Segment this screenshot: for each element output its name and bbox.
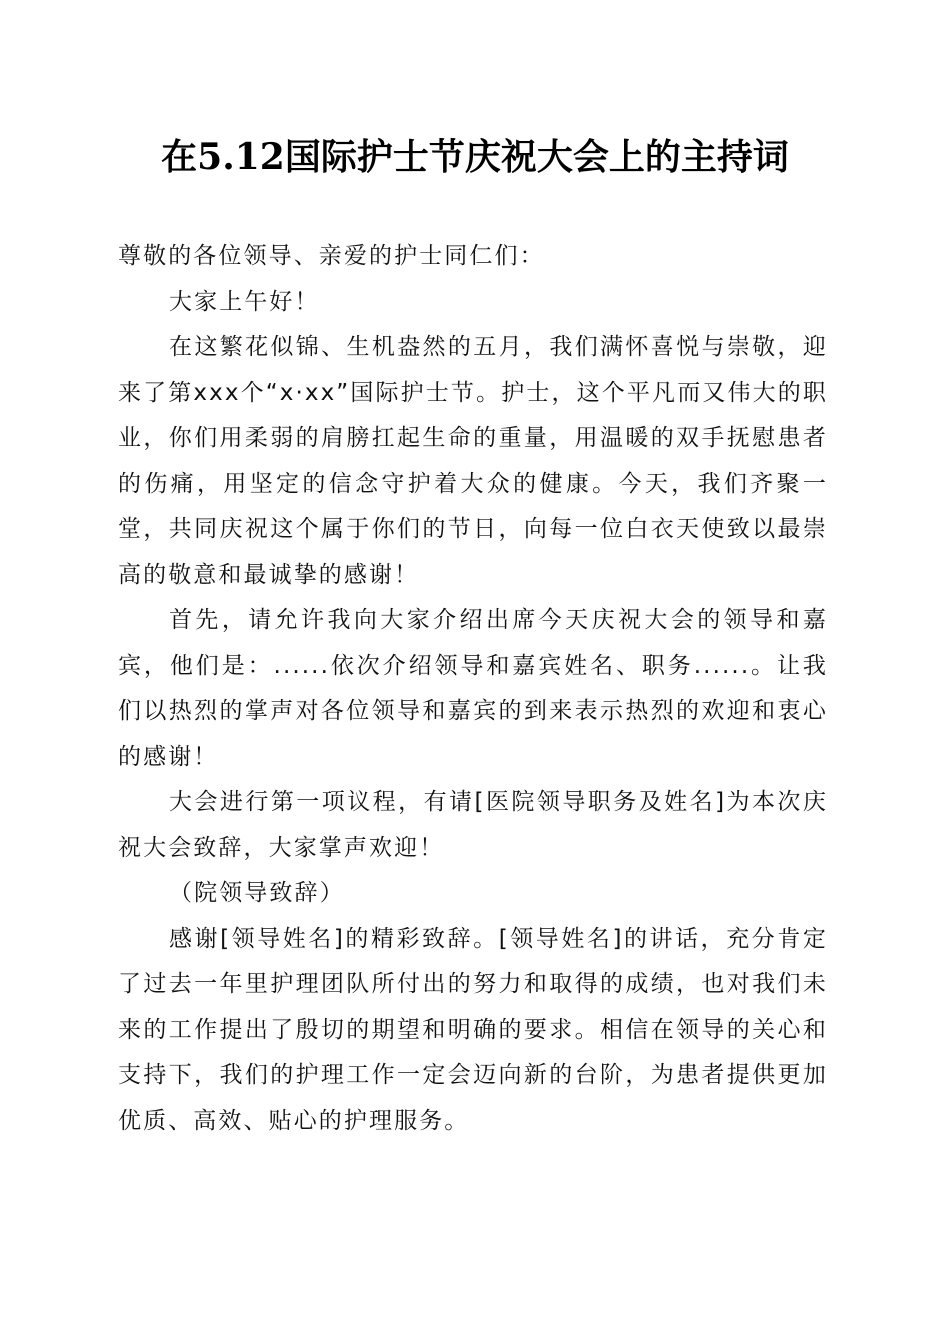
paragraph-opening: 在这繁花似锦、生机盎然的五月，我们满怀喜悦与崇敬，迎来了第xxx个“x·xx”国际护士节。护士，这个平凡而又伟大的职业，你们用柔弱的肩膀扛起生命的重量，用温暖的双手抚慰患者的伤痛，用坚定的信念守护着大众的健康。今天，我们齐聚一堂，共同庆祝这个属于你们的节日，向每一位白衣天使致以最崇高的敬意和最诚挚的感谢！ — [118, 334, 828, 588]
paragraph-thanks: 感谢[领导姓名]的精彩致辞。[领导姓名]的讲话，充分肯定了过去一年里护理团队所付出的努力和取得的成绩，也对我们未来的工作提出了殷切的期望和明确的要求。相信在领导的关心和支持下，我们的护理工作一定会迈向新的台阶，为患者提供更加优质、高效、贴心的护理服务。 — [118, 925, 828, 1134]
paragraph-greeting: 大家上午好！ — [169, 288, 320, 315]
paragraph-stage-direction: （院领导致辞） — [169, 880, 345, 906]
paragraph-agenda-one: 大会进行第一项议程，有请[医院领导职务及姓名]为本次庆祝大会致辞，大家掌声欢迎！ — [118, 789, 828, 861]
salutation: 尊敬的各位领导、亲爱的护士同仁们： — [118, 243, 545, 269]
page-title: 在5.12国际护士节庆祝大会上的主持词 — [161, 136, 789, 178]
paragraph-introduce-guests: 首先，请允许我向大家介绍出席今天庆祝大会的领导和嘉宾，他们是：......依次介绍领导和嘉宾姓名、职务......。让我们以热烈的掌声对各位领导和嘉宾的到来表示热烈的欢迎和衷心的感谢！ — [118, 607, 828, 770]
document-body — [118, 234, 828, 1144]
